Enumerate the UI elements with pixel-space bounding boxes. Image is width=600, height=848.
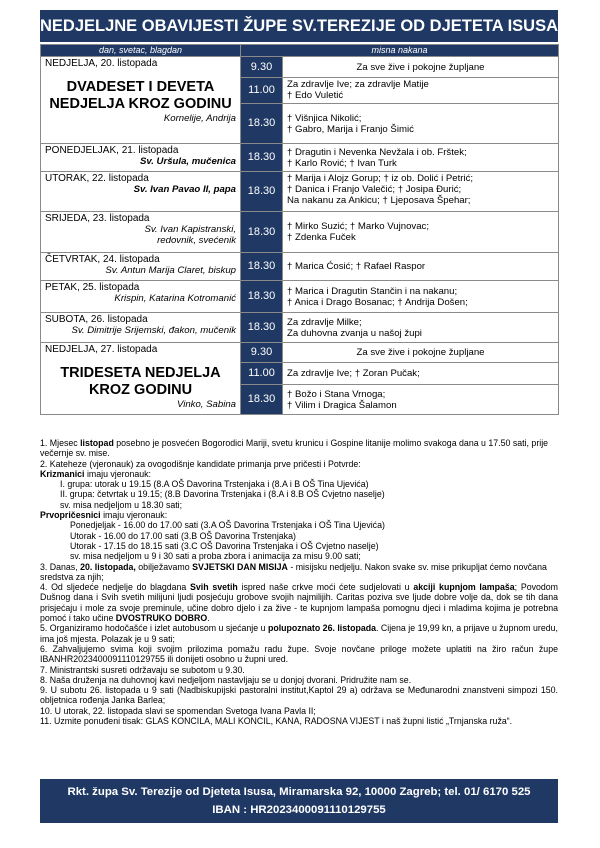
mass-time: 18.30 (241, 144, 283, 172)
mass-time: 18.30 (241, 385, 283, 415)
table-header-row (41, 45, 559, 57)
mass-time: 11.00 (241, 78, 283, 104)
footer-address: Rkt. župa Sv. Terezije od Djeteta Isusa, Miramarska 92, 10000 Zagreb; tel. 01/ 6170 525 (67, 786, 531, 798)
mass-intention: Za zdravlje Ive; za zdravlje Matije † Edo Vuletić (283, 78, 559, 104)
mass-intention: † Božo i Stana Vrnoga; † Vilim i Dragica Šalamon (283, 385, 559, 415)
note-9: 9. U subotu 26. listopada u 9 sati (Nadbiskupijski pastoralni institut,Kaptol 29 a) održava se Međunarodni znanstveni simpozi 150. obljetnica rođenja Janka Barlea; (40, 685, 558, 706)
announcements (40, 438, 558, 726)
note-krizmanici: Krizmanici imaju vjeronauk: (40, 468, 151, 479)
col-header-intention: misna nakana (241, 45, 559, 57)
mass-intention: † Dragutin i Nevenka Nevžala i ob. Frštek; † Karlo Rović; † Ivan Turk (283, 144, 559, 172)
saint-label: Kornelije, Andrija (163, 113, 236, 124)
note-krizmanici-1: I. grupa: utorak u 19.15 (8.A OŠ Davorina Trstenjaka i (8.A i B OŠ Tina Ujevića) (60, 479, 369, 490)
mass-schedule-table (40, 44, 559, 415)
footer-iban: IBAN : HR2023400091110129755 (212, 804, 386, 816)
page-title: NEDJELJNE OBAVIJESTI ŽUPE SV.TEREZIJE OD DJETETA ISUSA (40, 10, 558, 42)
mass-intention: Za zdravlje Ive; † Zoran Pučak; (283, 363, 559, 385)
day-cell-wed23: SRIJEDA, 23. listopada Sv. Ivan Kapistranski, redovnik, svećenik (41, 212, 241, 253)
day-cell-tue22: UTORAK, 22. listopada Sv. Ivan Pavao II, papa (41, 172, 241, 212)
mass-intention: † Marica Ćosić; † Rafael Raspor (283, 253, 559, 281)
table-row (41, 343, 559, 363)
note-prvo-2: Utorak - 16.00 do 17.00 sati (3.B OŠ Davorina Trstenjaka) (70, 530, 296, 541)
day-cell-sat26: SUBOTA, 26. listopada Sv. Dimitrije Srijemski, đakon, mučenik (41, 313, 241, 343)
mass-intention: Za sve žive i pokojne župljane (283, 57, 559, 78)
col-header-day: dan, svetac, blagdan (41, 45, 241, 57)
day-cell-sun20 (41, 57, 241, 144)
mass-intention: † Marica i Dragutin Stančin i na nakanu; † Anica i Drago Bosanac; † Andrija Došen; (283, 281, 559, 313)
day-cell-thu24: ČETVRTAK, 24. listopada Sv. Antun Marija Claret, biskup (41, 253, 241, 281)
note-11: 11. Uzmite ponuđeni tisak: GLAS KONCILA, MALI KONCIL, KANA, RADOSNA VIJEST i naš župni listić „Trnjanska ruža“. (40, 716, 513, 727)
table-row (41, 172, 559, 212)
mass-time: 18.30 (241, 172, 283, 212)
day-label: NEDJELJA, 27. listopada (45, 344, 158, 355)
day-cell-sun27 (41, 343, 241, 415)
table-row (41, 144, 559, 172)
note-4: 4. Od sljedeće nedjelje do blagdana Svih svetih ispred naše crkve moći ćete sudjelovati u akciji kupnjom lampaša; Povodom Dušnog dana i Svih svetih milijuni ljudi posjećuju grobove svojih najmilijih. Caritas poziva sve ljude dobre volje da, dok se tih dana prisjećaju i mole za svoje preminule, učine dobro djelo i za žive - te kupnjom lampaša pomognu djeci i mladima kojima je potrebna pomoć i tako učine DVOSTRUKO DOBRO. (40, 582, 558, 624)
note-8: 8. Naša druženja na duhovnoj kavi nedjeljom nastavljaju se u donjoj dvorani. Pridružite nam se. (40, 674, 412, 685)
mass-time: 18.30 (241, 212, 283, 253)
mass-intention: † Marija i Alojz Gorup; † iz ob. Dolić i Petrić; † Danica i Franjo Valečić; † Josipa Đurić; Na nakanu za Ankicu; † Ljeposava Špehar; (283, 172, 559, 212)
note-prvo-1: Ponedjeljak - 16.00 do 17.00 sati (3.A OŠ Davorina Trstenjaka i OŠ Tina Ujevića) (70, 520, 385, 531)
mass-time: 18.30 (241, 313, 283, 343)
note-prvo-3: Utorak - 17.15 do 18.15 sati (3.C OŠ Davorina Trstenjaka i OŠ Cvjetno naselje) (70, 540, 379, 551)
table-row (41, 253, 559, 281)
note-krizmanici-2: II. grupa: četvrtak u 19.15; (8.B Davorina Trstenjaka i (8.A i 8.B OŠ Cvjetno naselje) (60, 489, 385, 500)
day-cell-mon21: PONEDJELJAK, 21. listopada Sv. Uršula, mučenica (41, 144, 241, 172)
table-row (41, 212, 559, 253)
mass-time: 9.30 (241, 57, 283, 78)
mass-intention: Za sve žive i pokojne župljane (283, 343, 559, 363)
note-1: 1. Mjesec listopad posebno je posvećen Bogorodici Mariji, svetu krunicu i Gospine litanije molimo svakoga dana u 17.50 sati, prije večernje sv. mise. (40, 438, 549, 459)
table-row (41, 281, 559, 313)
mass-intention: † Višnjica Nikolić; † Gabro, Marija i Franjo Šimić (283, 104, 559, 144)
day-cell-fri25: PETAK, 25. listopada Krispin, Katarina Kotromanić (41, 281, 241, 313)
saint-label: Vinko, Sabina (176, 399, 236, 410)
mass-intention: † Mirko Suzić; † Marko Vujnovac; † Zdenka Fuček (283, 212, 559, 253)
mass-time: 18.30 (241, 253, 283, 281)
mass-time: 18.30 (241, 104, 283, 144)
mass-time: 9.30 (241, 343, 283, 363)
note-5: 5. Organiziramo hodočašće i izlet autobusom u sjećanje u polupoznato 26. listopada. Cijena je 19,99 kn, a prijave u župnom uredu, ima još mjesta. Polazak je u 9 sati; (40, 623, 558, 644)
note-krizmanici-3: sv. misa nedjeljom u 18.30 sati; (60, 499, 183, 510)
note-prvopricesnici: Prvopričesnici imaju vjeronauk: (40, 510, 168, 521)
note-2: 2. Kateheze (vjeronauk) za ovogodišnje kandidate primanja prve pričesti i Potvrde: (40, 458, 361, 469)
liturgical-title: TRIDESETA NEDJELJA KROZ GODINU (60, 365, 221, 398)
day-label: NEDJELJA, 20. listopada (45, 58, 158, 69)
mass-time: 18.30 (241, 281, 283, 313)
mass-time: 11.00 (241, 363, 283, 385)
note-7: 7. Ministrantski susreti održavaju se subotom u 9.30. (40, 664, 245, 675)
note-prvo-4: sv. misa nedjeljom u 9 i 30 sati a proba zbora i animacija za misu 9.00 sati; (70, 551, 361, 562)
footer-contact (40, 779, 558, 823)
note-6: 6. Zahvaljujemo svima koji svojim prilozima pomažu radu župe. Svoje novčane priloge možete uplatiti na žiro račun župe IBANHR2023400091110129755 ili donijeti osobno u župni ured. (40, 643, 558, 665)
table-row (41, 313, 559, 343)
note-10: 10. U utorak, 22. listopada slavi se spomendan Svetoga Ivana Pavla II; (40, 705, 316, 716)
mass-intention: Za zdravlje Milke; Za duhovna zvanja u našoj župi (283, 313, 559, 343)
table-row (41, 57, 559, 78)
liturgical-title: DVADESET I DEVETA NEDJELJA KROZ GODINU (49, 79, 232, 112)
note-3: 3. Danas, 20. listopada, obilježavamo SVJETSKI DAN MISIJA - misijsku nedjelju. Nakon svake sv. mise prikupljat ćemo novčana sredstva za njih; (40, 561, 547, 582)
